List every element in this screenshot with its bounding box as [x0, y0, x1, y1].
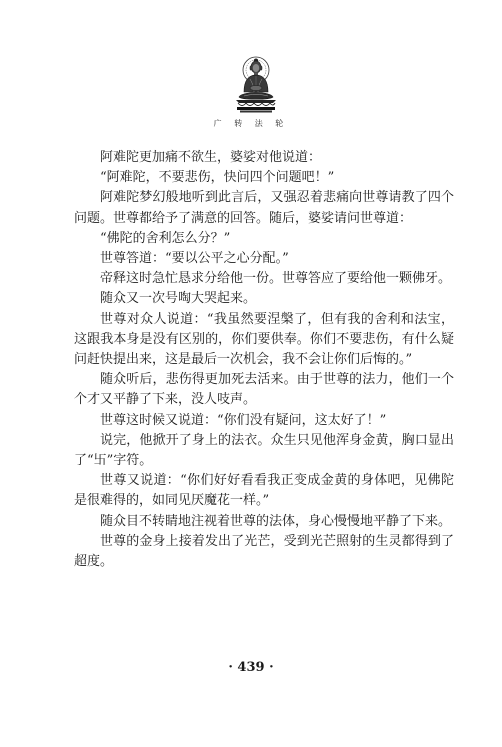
paragraph: 阿难陀更加痛不欲生，婆娑对他说道：: [100, 150, 322, 165]
paragraph: 世尊答道：“要以公平之心分配。”: [100, 251, 289, 267]
paragraph: 世尊又说道：“你们好好看看我正变成金黄的身体吧，见佛陀是很难得的，如同见厌魔花一样。”: [74, 473, 454, 509]
paragraph: “佛陀的舍利怎么分？”: [100, 230, 231, 246]
page-number: · 439 ·: [228, 660, 274, 675]
paragraph: 世尊对众人说道：“我虽然要涅槃了，但有我的舍利和法宝，这跟我本身是没有区别的，你们要供奉。你们不要悲伤，有什么疑问赶快提出来，这是最后一次机会，我不会让你们后悔的。”: [74, 311, 454, 368]
paragraph: 随众听后，悲伤得更加死去活来。由于世尊的法力，他们一个个才又平静了下来，没人吱声。: [74, 372, 454, 408]
paragraph: 随众又一次号啕大哭起来。: [100, 291, 257, 307]
paragraph: 说完，他掀开了身上的法衣。众生只见他浑身金黄，胸口显出了“卐”字符。: [74, 432, 454, 469]
paragraph: 世尊的金身上接着发出了光芒，受到光芒照射的生灵都得到了超度。: [74, 533, 454, 570]
body-text: [74, 148, 454, 572]
paragraph: 帝释这时急忙恳求分给他一份。世尊答应了要给他一颗佛牙。: [100, 271, 452, 287]
paragraph: 世尊这时候又说道：“你们没有疑问，这太好了！”: [100, 412, 387, 428]
paragraph: “阿难陀，不要悲伤，快问四个问题吧！”: [100, 170, 335, 186]
paragraph: 阿难陀梦幻般地听到此言后，又强忍着悲痛向世尊请教了四个问题。世尊都给予了满意的回答。随后，婆娑请问世尊道：: [74, 190, 454, 226]
paragraph: 随众目不转睛地注视着世尊的法体，身心慢慢地平静了下来。: [100, 513, 452, 529]
buddha-seated-icon: [230, 52, 282, 114]
section-title: 广 转 法 轮: [213, 119, 289, 128]
